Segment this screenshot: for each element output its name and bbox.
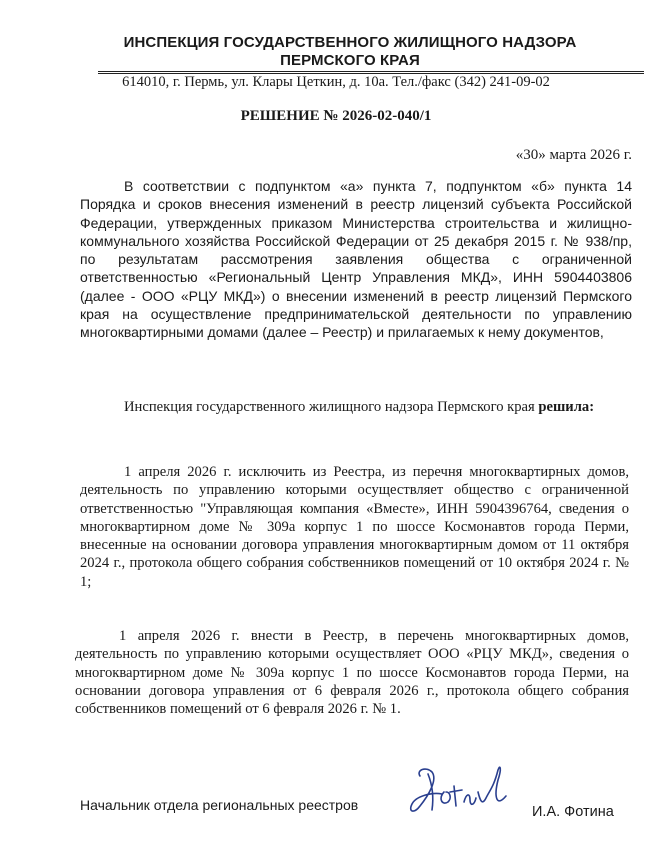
- exclusion-paragraph: 1 апреля 2026 г. исключить из Реестра, из перечня многоквартирных домов, деятельность по управлению которыми осуществляет общество с ограниченной ответственностью "Управляющая компания «Вместе», ИНН 5904396764, сведения о многоквартирном доме № 309а корпус 1 по шоссе Космонавтов города Перми, внесенные на основании договора управления многоквартирным домом от 11 октября 2024 г., протокола общего собрания собственников помещений от 10 октября 2024 г. № 1;: [80, 464, 629, 590]
- inspection-paragraph: [80, 398, 629, 416]
- org-name-line1: ИНСПЕКЦИЯ ГОСУДАРСТВЕННОГО ЖИЛИЩНОГО НАДЗОРА: [123, 34, 577, 51]
- signer-name: И.А. Фотина: [532, 804, 614, 820]
- inclusion-paragraph: 1 апреля 2026 г. внести в Реестр, в перечень многоквартирных домов, деятельность по управлению которыми осуществляет ООО «РЦУ МКД», сведения о многоквартирном доме № 309а корпус 1 по шоссе Космонавтов города Перми, на основании договора управления от 6 февраля 2026 г., протокола общего собрания собственников помещений от 6 февраля 2026 г. № 1.: [75, 628, 629, 718]
- org-address: 614010, г. Пермь, ул. Клары Цеткин, д. 10а. Тел./факс (342) 241-09-02: [122, 74, 550, 90]
- org-name-line2: ПЕРМСКОГО КРАЯ: [280, 52, 420, 69]
- decision-title: РЕШЕНИЕ № 2026-02-040/1: [240, 108, 432, 124]
- decided-word: решила:: [538, 399, 595, 415]
- inspection-text: Инспекция государственного жилищного надзора Пермского края: [124, 399, 535, 415]
- handwritten-signature: [398, 762, 516, 824]
- signer-role: Начальник отдела региональных реестров: [80, 797, 359, 813]
- decision-date: «30» марта 2026 г.: [515, 147, 632, 163]
- header-divider-top: [98, 71, 644, 72]
- intro-paragraph: В соответствии с подпунктом «а» пункта 7, подпунктом «б» пункта 14 Порядка и сроков внесения изменений в реестр лицензий субъекта Российской Федерации, утвержденных приказом Министерства строительства и жилищно-коммунального хозяйства Российской Федерации от 25 декабря 2015 г. № 938/пр, по результатам рассмотрения заявления общества с ограниченной ответственностью «Региональный Центр Управления МКД», ИНН 5904403806 (далее - ООО «РЦУ МКД») о внесении изменений в реестр лицензий Пермского края на осуществление предпринимательской деятельности по управлению многоквартирными домами (далее – Реестр) и прилагаемых к нему документов,: [80, 178, 632, 341]
